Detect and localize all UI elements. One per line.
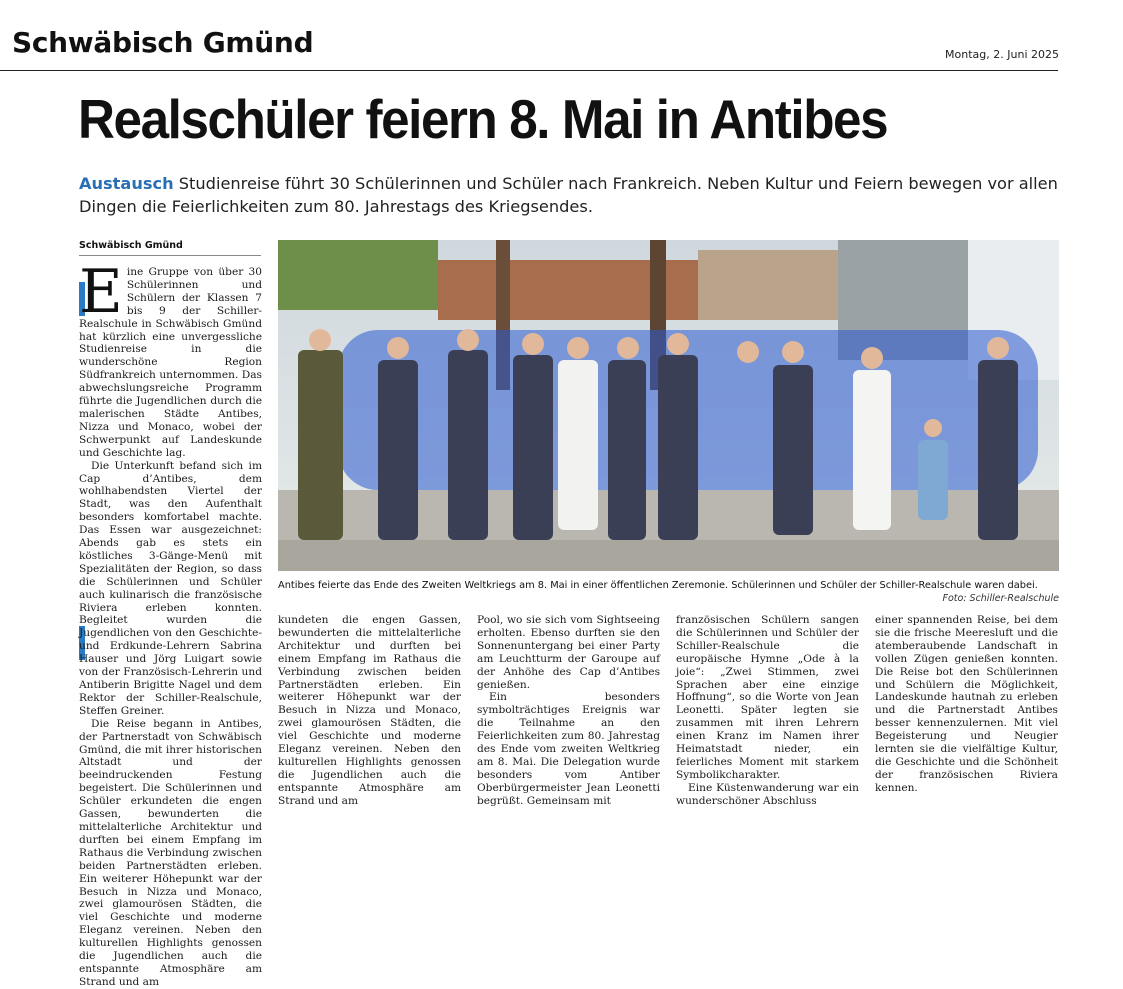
photo-caption: Antibes feierte das Ende des Zweiten Weltkriegs am 8. Mai in einer öffentlichen Zeremonie. Schülerinnen und Schüler der Schiller-Realschule waren dabei. — [278, 580, 1038, 591]
lede — [79, 172, 1059, 218]
paragraph — [79, 257, 262, 460]
group-photo — [278, 240, 1059, 571]
byline: Schwäbisch Gmünd — [79, 240, 183, 251]
byline-rule — [79, 255, 261, 256]
paragraph: Die Reise begann in Antibes, der Partnerstadt von Schwäbisch Gmünd, die mit ihrer historischen Altstadt und der beeindruckenden Festung begeistert. Die Schülerinnen und Schüler erkundeten die engen Gassen, bewunderten die mittelalterliche Architektur und durften bei einem Empfang im Rathaus die Verbindung zwischen beiden Partnerstädten erleben. Ein weiterer Höhepunkt war der Besuch in Nizza und Monaco, zwei glamourösen Städten, die viel Geschichte und moderne Eleganz vereinen. Neben den kulturellen Highlights genossen die Jugendlichen auch die entspannte Atmosphäre am Strand und am — [79, 717, 262, 988]
paragraph: Eine Küstenwanderung war ein wunderschöner Abschluss — [676, 781, 859, 807]
paragraph: französischen Schülern sangen die Schülerinnen und Schüler der Schiller-Realschule die europäische Hymne „Ode à la joie“: „Zwei Stimmen, zwei Sprachen aber eine einzige Hoffnung“, so die Worte von Jean Leonetti. Später legten sie zusammen mit ihren Lehrern einen Kranz im Namen ihrer Heimatstadt nieder, ein feierliches Moment mit starkem Symbolikcharakter. — [676, 614, 859, 781]
article-column-2 — [278, 614, 461, 820]
paragraph-text: ine Gruppe von über 30 Schülerinnen und Schülern der Klassen 7 bis 9 der Schiller-Realschule in Schwäbisch Gmünd hat kürzlich eine unvergessliche Studienreise in die wunderschöne Region Südfrankreich unternommen. Das abwechslungsreiche Programm führte die Jugendlichen durch die malerischen Städte Antibes, Nizza und Monaco, wobei der Schwerpunkt auf Landeskunde und Geschichte lag. — [79, 266, 262, 459]
article-column-4 — [676, 614, 859, 837]
article-column-1 — [79, 257, 262, 988]
masthead: Schwäbisch Gmünd — [12, 26, 314, 59]
paragraph: Ein besonders symbolträchtiges Ereignis war die Teilnahme an den Feierlichkeiten zum 80. Jahrestag des Ende vom zweiten Weltkrieg am 8. Mai. Die Delegation wurde besonders vom Antiber Oberbürgermeister Jean Leonetti begrüßt. Gemeinsam mit — [477, 691, 660, 807]
photo-credit: Foto: Schiller-Realschule — [942, 593, 1059, 604]
article-column-5 — [875, 614, 1058, 820]
group-photo-illustration — [278, 240, 1059, 571]
dropcap: E — [79, 257, 123, 327]
masthead-rule — [0, 70, 1058, 71]
paragraph: Pool, wo sie sich vom Sightseeing erholten. Ebenso durften sie den Sonnenuntergang bei einer Party am Leuchtturm der Garoupe auf der Anhöhe des Cap d’Antibes genießen. — [477, 614, 660, 691]
paragraph: einer spannenden Reise, bei dem sie die frische Meeresluft und die atemberaubende Landschaft in vollen Zügen genießen konnten. Die Reise bot den Schülerinnen und Schülern die Möglichkeit, Landeskunde hautnah zu erleben und die Partnerstadt Antibes besser kennenzulernen. Mit viel Begeisterung und Neugier lernten sie die vielfältige Kultur, die Geschichte und die Schönheit der französischen Riviera kennen. — [875, 614, 1058, 794]
paragraph: kundeten die engen Gassen, bewunderten die mittelalterliche Architektur und durften bei einem Empfang im Rathaus die Verbindung zwischen beiden Partnerstädten erleben. Ein weiterer Höhepunkt war der Besuch in Nizza und Monaco, zwei glamourösen Städten, die viel Geschichte und moderne Eleganz vereinen. Neben den kulturellen Highlights genossen die Jugendlichen auch die entspannte Atmosphäre am Strand und am — [278, 614, 461, 807]
lede-kicker: Austausch — [79, 174, 174, 193]
issue-date: Montag, 2. Juni 2025 — [945, 48, 1059, 61]
lede-text: Studienreise führt 30 Schülerinnen und Schüler nach Frankreich. Neben Kultur und Feiern bewegen vor allen Dingen die Feierlichkeiten zum 80. Jahrestags des Kriegsendes. — [79, 174, 1058, 216]
article-column-3 — [477, 614, 660, 820]
paragraph: Die Unterkunft befand sich im Cap d’Antibes, dem wohlhabendsten Viertel der Stadt, was den Aufenthalt besonders komfortabel machte. Das Essen war ausgezeichnet: Abends gab es stets ein köstliches 3-Gänge-Menü mit Spezialitäten der Region, so dass die Schülerinnen und Schüler auch kulinarisch die französische Riviera erleben konnten. Begleitet wurden die Jugendlichen von den Geschichte- und Erdkunde-Lehrern Sabrina Hauser und Jörg Luigart sowie von der Französisch-Lehrerin und Antiberin Brigitte Nagel und dem Rektor der Schiller-Realschule, Steffen Greiner. — [79, 459, 262, 717]
headline: Realschüler feiern 8. Mai in Antibes — [78, 88, 888, 150]
